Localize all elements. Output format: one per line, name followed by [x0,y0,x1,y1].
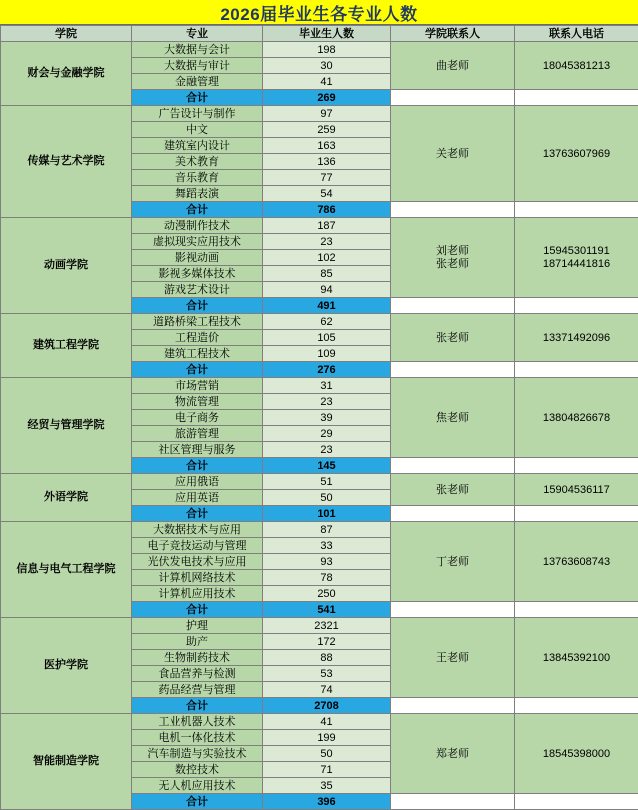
column-header-4: 联系人电话 [515,26,638,42]
graduate-count: 53 [263,666,391,682]
major-name: 社区管理与服务 [132,442,263,458]
department-name: 经贸与管理学院 [1,378,132,474]
graduate-count: 54 [263,186,391,202]
graduate-count: 23 [263,442,391,458]
graduate-count: 105 [263,330,391,346]
major-name: 数控技术 [132,762,263,778]
major-name: 道路桥梁工程技术 [132,314,263,330]
major-name: 旅游管理 [132,426,263,442]
graduate-count: 51 [263,474,391,490]
contact-phone: 13763607969 [515,106,638,202]
major-name: 动漫制作技术 [132,218,263,234]
graduate-count: 198 [263,42,391,58]
column-header-1: 专业 [132,26,263,42]
major-name: 应用俄语 [132,474,263,490]
document-title-bar [0,0,638,25]
graduates-table [0,25,638,810]
major-name: 广告设计与制作 [132,106,263,122]
major-name: 电子竞技运动与管理 [132,538,263,554]
graduate-count: 50 [263,490,391,506]
major-name: 虚拟现实应用技术 [132,234,263,250]
table-row [1,618,638,634]
total-blank-contact [391,298,515,314]
table-row [1,714,638,730]
total-blank-contact [391,794,515,810]
graduate-count: 78 [263,570,391,586]
total-blank-contact [391,698,515,714]
major-name: 物流管理 [132,394,263,410]
department-contact: 曲老师 [391,42,515,90]
major-name: 音乐教育 [132,170,263,186]
graduate-count: 2321 [263,618,391,634]
graduate-count: 93 [263,554,391,570]
total-blank-phone [515,298,638,314]
contact-phone: 13845392100 [515,618,638,698]
department-name: 建筑工程学院 [1,314,132,378]
department-name: 信息与电气工程学院 [1,522,132,618]
department-contact: 焦老师 [391,378,515,458]
major-name: 电机一体化技术 [132,730,263,746]
total-count: 269 [263,90,391,106]
table-row [1,314,638,330]
graduate-count: 94 [263,282,391,298]
table-row [1,218,638,234]
graduate-count: 29 [263,426,391,442]
total-blank-contact [391,90,515,106]
total-blank-phone [515,90,638,106]
column-header-0: 学院 [1,26,132,42]
table-row [1,378,638,394]
graduate-count: 33 [263,538,391,554]
total-label: 合计 [132,298,263,314]
major-name: 助产 [132,634,263,650]
graduate-count: 23 [263,234,391,250]
department-name: 智能制造学院 [1,714,132,810]
major-name: 大数据技术与应用 [132,522,263,538]
graduate-count: 85 [263,266,391,282]
major-name: 建筑室内设计 [132,138,263,154]
graduate-count: 199 [263,730,391,746]
total-label: 合计 [132,90,263,106]
major-name: 中文 [132,122,263,138]
major-name: 美术教育 [132,154,263,170]
department-contact: 王老师 [391,618,515,698]
major-name: 计算机应用技术 [132,586,263,602]
graduate-count: 41 [263,74,391,90]
table-row [1,522,638,538]
major-name: 影视动画 [132,250,263,266]
graduate-count: 250 [263,586,391,602]
major-name: 市场营销 [132,378,263,394]
department-contact: 关老师 [391,106,515,202]
contact-phone: 13371492096 [515,314,638,362]
total-blank-phone [515,362,638,378]
total-label: 合计 [132,506,263,522]
major-name: 汽车制造与实验技术 [132,746,263,762]
total-blank-phone [515,794,638,810]
graduate-count: 172 [263,634,391,650]
graduate-count: 41 [263,714,391,730]
contact-phone: 13763608743 [515,522,638,602]
table-row [1,106,638,122]
department-name: 外语学院 [1,474,132,522]
major-name: 食品营养与检测 [132,666,263,682]
major-name: 药品经营与管理 [132,682,263,698]
graduate-count: 30 [263,58,391,74]
column-header-3: 学院联系人 [391,26,515,42]
graduate-count: 259 [263,122,391,138]
major-name: 光伏发电技术与应用 [132,554,263,570]
major-name: 游戏艺术设计 [132,282,263,298]
total-label: 合计 [132,602,263,618]
graduate-count: 136 [263,154,391,170]
major-name: 舞蹈表演 [132,186,263,202]
department-contact: 张老师 [391,474,515,506]
department-contact: 郑老师 [391,714,515,794]
table-header-row [1,26,638,42]
major-name: 计算机网络技术 [132,570,263,586]
total-blank-contact [391,458,515,474]
total-label: 合计 [132,202,263,218]
graduate-count: 71 [263,762,391,778]
department-name: 财会与金融学院 [1,42,132,106]
graduate-count: 187 [263,218,391,234]
total-blank-phone [515,458,638,474]
graduate-count: 77 [263,170,391,186]
major-name: 建筑工程技术 [132,346,263,362]
department-contact: 刘老师 张老师 [391,218,515,298]
graduate-count: 102 [263,250,391,266]
total-blank-phone [515,506,638,522]
table-row [1,42,638,58]
total-label: 合计 [132,362,263,378]
major-name: 大数据与会计 [132,42,263,58]
total-blank-phone [515,698,638,714]
table-row [1,474,638,490]
graduate-count: 31 [263,378,391,394]
major-name: 电子商务 [132,410,263,426]
major-name: 影视多媒体技术 [132,266,263,282]
total-count: 276 [263,362,391,378]
graduate-count: 109 [263,346,391,362]
major-name: 无人机应用技术 [132,778,263,794]
contact-phone: 15904536117 [515,474,638,506]
graduate-count: 23 [263,394,391,410]
department-contact: 张老师 [391,314,515,362]
department-name: 传媒与艺术学院 [1,106,132,218]
major-name: 金融管理 [132,74,263,90]
page-title: 2026届毕业生各专业人数 [220,0,417,25]
department-name: 动画学院 [1,218,132,314]
total-blank-contact [391,202,515,218]
total-blank-phone [515,202,638,218]
total-label: 合计 [132,698,263,714]
total-count: 541 [263,602,391,618]
major-name: 护理 [132,618,263,634]
major-name: 工业机器人技术 [132,714,263,730]
total-blank-contact [391,506,515,522]
graduate-count: 50 [263,746,391,762]
contact-phone: 18045381213 [515,42,638,90]
total-count: 491 [263,298,391,314]
total-count: 786 [263,202,391,218]
contact-phone: 13804826678 [515,378,638,458]
major-name: 应用英语 [132,490,263,506]
graduate-count: 97 [263,106,391,122]
total-count: 396 [263,794,391,810]
graduate-count: 163 [263,138,391,154]
contact-phone: 18545398000 [515,714,638,794]
graduate-count: 88 [263,650,391,666]
major-name: 大数据与审计 [132,58,263,74]
total-count: 145 [263,458,391,474]
department-name: 医护学院 [1,618,132,714]
column-header-2: 毕业生人数 [263,26,391,42]
graduate-count: 74 [263,682,391,698]
graduate-count: 39 [263,410,391,426]
contact-phone: 15945301191 18714441816 [515,218,638,298]
major-name: 生物制药技术 [132,650,263,666]
total-blank-contact [391,602,515,618]
total-count: 2708 [263,698,391,714]
graduate-count: 62 [263,314,391,330]
graduate-count: 87 [263,522,391,538]
total-blank-contact [391,362,515,378]
total-count: 101 [263,506,391,522]
graduate-count: 35 [263,778,391,794]
total-blank-phone [515,602,638,618]
total-label: 合计 [132,458,263,474]
major-name: 工程造价 [132,330,263,346]
total-label: 合计 [132,794,263,810]
department-contact: 丁老师 [391,522,515,602]
